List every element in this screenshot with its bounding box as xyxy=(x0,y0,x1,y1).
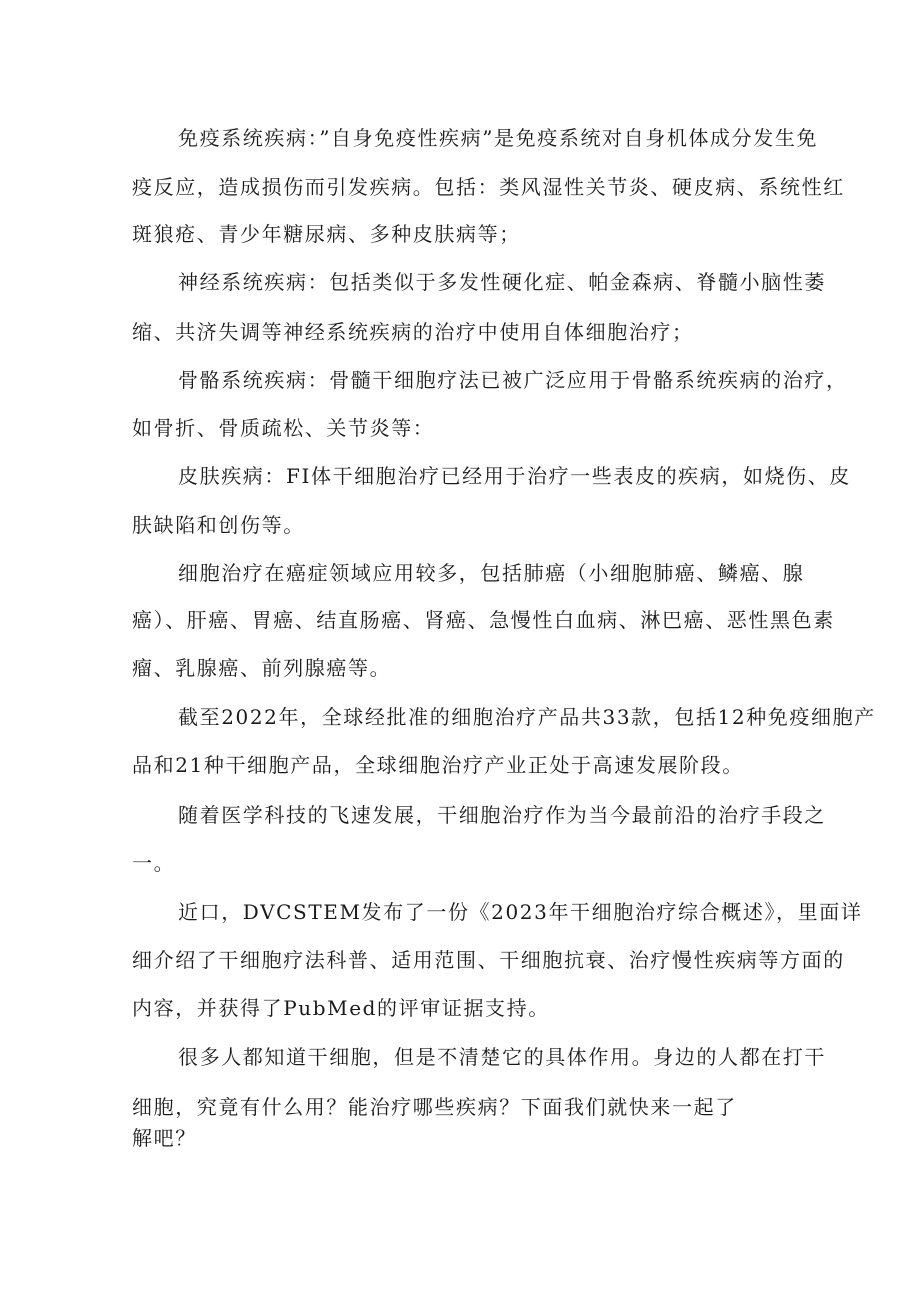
paragraph-line: 内容，并获得了PubMed的评审证据支持。 xyxy=(132,996,550,1020)
paragraph-line: 细胞，究竟有什么用？能治疗哪些疾病？下面我们就快来一起了 xyxy=(132,1095,737,1119)
paragraph-line: 细介绍了干细胞疗法科普、适用范围、干细胞抗衰、治疗慢性疾病等方面的 xyxy=(132,948,845,972)
paragraph-line: 很多人都知道干细胞，但是不清楚它的具体作用。身边的人都在打干 xyxy=(178,1045,826,1069)
paragraph-line: 近口，DVCSTEM发布了一份《2023年干细胞治疗综合概述》，里面详 xyxy=(178,900,863,924)
paragraph-line: 免疫系统疾病：”自身免疫性疾病”是免疫系统对自身机体成分发生免 xyxy=(178,126,819,150)
paragraph-line: 肤缺陷和创伤等。 xyxy=(132,513,305,537)
paragraph-line: 缩、共济失调等神经系统疾病的治疗中使用自体细胞治疗； xyxy=(132,320,694,344)
paragraph-line: 细胞治疗在癌症领域应用较多，包括肺癌（小细胞肺癌、鳞癌、腺 xyxy=(178,561,805,585)
paragraph-line: 解吧？ xyxy=(132,1126,197,1150)
paragraph-line: 癌）、肝癌、胃癌、结直肠癌、肾癌、急慢性白血病、淋巴癌、恶性黑色素 xyxy=(132,608,835,632)
paragraph-line: 截至2022年，全球经批准的细胞治疗产品共33款，包括12种免疫细胞产 xyxy=(178,705,876,729)
paragraph-line: 疫反应，造成损伤而引发疾病。包括：类风湿性关节炎、硬皮病、系统性红 xyxy=(132,175,845,199)
paragraph-line: 品和21种干细胞产品，全球细胞治疗产业正处于高速发展阶段。 xyxy=(132,753,744,777)
paragraph-line: 骨骼系统疾病：骨髓干细胞疗法已被广泛应用于骨骼系统疾病的治疗， xyxy=(178,368,848,392)
paragraph-line: 瘤、乳腺癌、前列腺癌等。 xyxy=(132,656,392,680)
paragraph-line: 皮肤疾病：FI体干细胞治疗已经用于治疗一些表皮的疾病，如烧伤、皮 xyxy=(178,464,851,488)
paragraph-line: 如骨折、骨质疏松、关节炎等： xyxy=(132,416,435,440)
paragraph-line: 一。 xyxy=(132,851,176,875)
paragraph-line: 斑狼疮、青少年糖尿病、多种皮肤病等； xyxy=(132,222,521,246)
paragraph-line: 神经系统疾病：包括类似于多发性硬化症、帕金森病、脊髓小脑性萎 xyxy=(178,270,826,294)
paragraph-line: 随着医学科技的飞速发展，干细胞治疗作为当今最前沿的治疗手段之 xyxy=(178,803,826,827)
